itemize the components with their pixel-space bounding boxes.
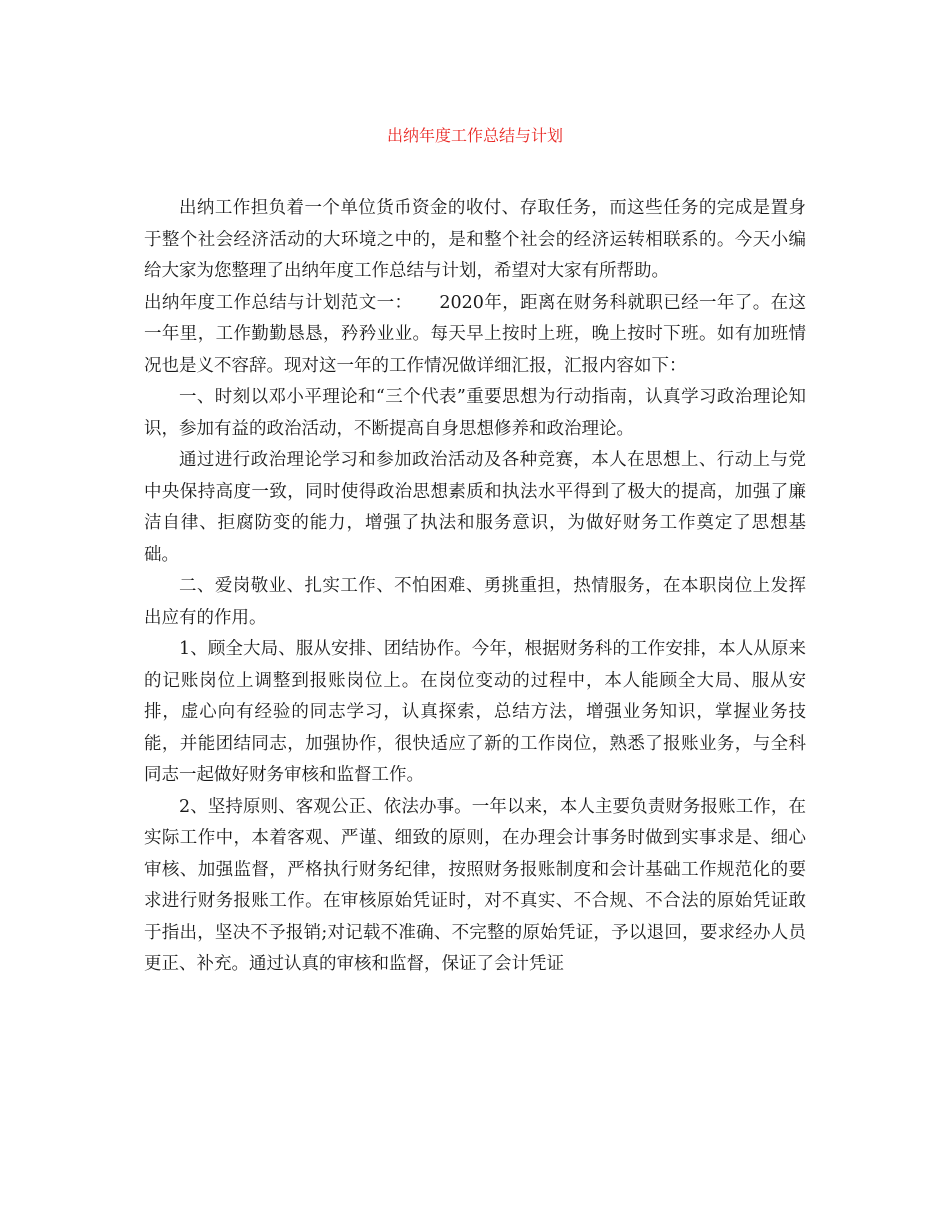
- paragraph-section-two: 二、爱岗敬业、扎实工作、不怕困难、勇挑重担，热情服务，在本职岗位上发挥出应有的作用。: [144, 576, 806, 628]
- paragraph-point-one: 1、顾全大局、服从安排、团结协作。今年，根据财务科的工作安排，本人从原来的记账岗位上调整到报账岗位上。在岗位变动的过程中，本人能顾全大局、服从安排，虚心向有经验的同志学习，认真探索，总结方法，增强业务知识，掌握业务技能，并能团结同志，加强协作，很快适应了新的工作岗位，熟悉了报账业务，与全科同志一起做好财务审核和监督工作。: [144, 639, 806, 785]
- paragraph-political-study: 通过进行政治理论学习和参加政治活动及各种竞赛，本人在思想上、行动上与党中央保持高度一致，同时使得政治思想素质和执法水平得到了极大的提高，加强了廉洁自律、拒腐防变的能力，增强了执法和服务意识，为做好财务工作奠定了思想基础。: [144, 450, 806, 565]
- paragraph-sample-one: 出纳年度工作总结与计划范文一： 2020年，距离在财务科就职已经一年了。在这一年里，工作勤勤恳恳，矜矜业业。每天早上按时上班，晚上按时下班。如有加班情况也是义不容辞。现对这一年的工作情况做详细汇报，汇报内容如下：: [144, 292, 806, 376]
- document-title: 出纳年度工作总结与计划: [386, 126, 563, 145]
- paragraph-point-two: 2、坚持原则、客观公正、依法办事。一年以来，本人主要负责财务报账工作，在实际工作中，本着客观、严谨、细致的原则，在办理会计事务时做到实事求是、细心审核、加强监督，严格执行财务纪律，按照财务报账制度和会计基础工作规范化的要求进行财务报账工作。在审核原始凭证时，对不真实、不合规、不合法的原始凭证敢于指出，坚决不予报销;对记载不准确、不完整的原始凭证，予以退回，要求经办人员更正、补充。通过认真的审核和监督，保证了会计凭证: [144, 796, 806, 974]
- paragraph-section-one: 一、时刻以邓小平理论和“三个代表”重要思想为行动指南，认真学习政治理论知识，参加有益的政治活动，不断提高自身思想修养和政治理论。: [144, 387, 806, 439]
- document-body: [144, 193, 806, 981]
- paragraph-intro: 出纳工作担负着一个单位货币资金的收付、存取任务，而这些任务的完成是置身于整个社会经济活动的大环境之中的，是和整个社会的经济运转相联系的。今天小编给大家为您整理了出纳年度工作总结与计划，希望对大家有所帮助。: [144, 198, 806, 281]
